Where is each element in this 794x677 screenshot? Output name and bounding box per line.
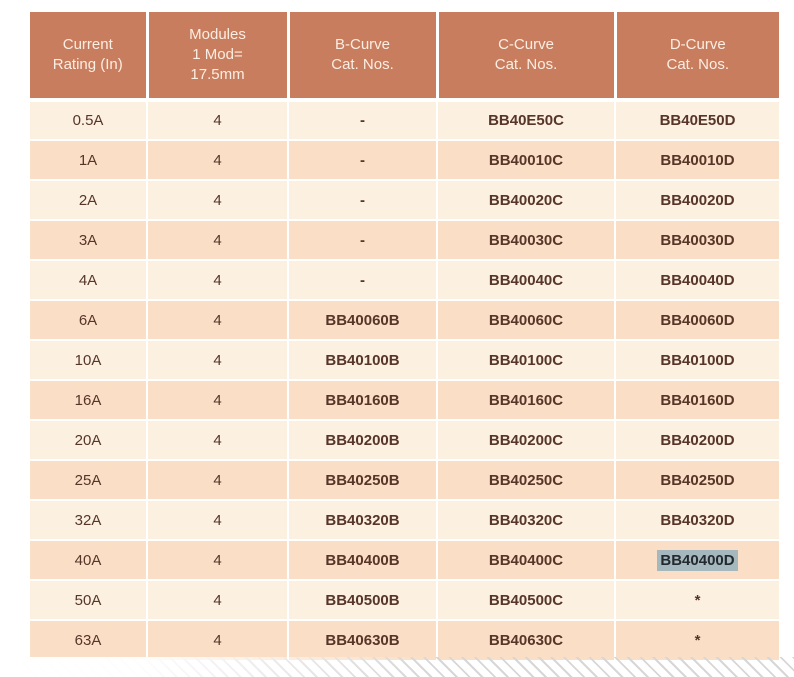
cell-modules: 4 [147,220,288,260]
table-row [30,260,779,300]
cell-c-curve: BB40100C [437,340,615,380]
cell-d-curve: * [615,580,779,620]
cell-current-rating: 20A [30,420,147,460]
cell-d-curve: BB40250D [615,460,779,500]
column-header-modules [147,12,288,100]
cell-d-curve: BB40040D [615,260,779,300]
column-header-line: B-Curve [334,36,390,53]
table-row [30,460,779,500]
table-row [30,420,779,460]
cell-b-curve: - [288,100,437,140]
cell-d-curve: BB40010D [615,140,779,180]
cell-c-curve: BB40320C [437,500,615,540]
cell-d-curve: BB40020D [615,180,779,220]
table-row [30,580,779,620]
cell-c-curve: BB40010C [437,140,615,180]
cell-current-rating: 25A [30,460,147,500]
cell-current-rating: 16A [30,380,147,420]
column-header-line: Cat. Nos. [494,56,558,73]
cell-modules: 4 [147,620,288,660]
table-row [30,380,779,420]
table-header [30,12,779,100]
column-header-line: Cat. Nos. [666,56,730,73]
table-row [30,140,779,180]
cell-b-curve: BB40160B [288,380,437,420]
table-body [30,100,779,660]
column-header-line: 17.5mm [190,66,245,83]
header-row [30,12,779,100]
table-row [30,620,779,660]
cell-current-rating: 1A [30,140,147,180]
table-row [30,180,779,220]
cell-b-curve: BB40060B [288,300,437,340]
table-row [30,500,779,540]
cell-c-curve: BB40500C [437,580,615,620]
cell-c-curve: BB40160C [437,380,615,420]
table-row [30,340,779,380]
cell-modules: 4 [147,300,288,340]
cell-modules: 4 [147,420,288,460]
cell-modules: 4 [147,380,288,420]
cell-d-curve: BB40060D [615,300,779,340]
cell-current-rating: 6A [30,300,147,340]
column-header-line: 1 Mod= [192,46,243,63]
catalog-table [30,12,779,660]
cell-b-curve: - [288,260,437,300]
table-row [30,100,779,140]
table-row [30,220,779,260]
selected-text[interactable]: BB40400D [657,550,737,571]
column-header-line: C-Curve [498,36,554,53]
cell-modules: 4 [147,500,288,540]
cell-c-curve: BB40020C [437,180,615,220]
page-edge-hatch-pattern [0,657,794,677]
table-row [30,300,779,340]
column-header-current-rating [30,12,147,100]
cell-d-curve: BB40160D [615,380,779,420]
column-header-d-curve [615,12,779,100]
cell-current-rating: 63A [30,620,147,660]
cell-current-rating: 40A [30,540,147,580]
cell-current-rating: 10A [30,340,147,380]
cell-c-curve: BB40030C [437,220,615,260]
cell-current-rating: 4A [30,260,147,300]
column-header-c-curve [437,12,615,100]
column-header-line: Modules [189,26,246,43]
cell-c-curve: BB40400C [437,540,615,580]
cell-b-curve: BB40250B [288,460,437,500]
cell-current-rating: 32A [30,500,147,540]
cell-b-curve: - [288,220,437,260]
cell-c-curve: BB40060C [437,300,615,340]
cell-b-curve: BB40100B [288,340,437,380]
catalog-table-container [30,12,779,660]
cell-modules: 4 [147,180,288,220]
column-header-line: Current [62,36,113,53]
cell-c-curve: BB40200C [437,420,615,460]
table-row [30,540,779,580]
column-header-b-curve [288,12,437,100]
cell-current-rating: 50A [30,580,147,620]
cell-b-curve: BB40400B [288,540,437,580]
cell-b-curve: BB40500B [288,580,437,620]
cell-d-curve [615,540,779,580]
cell-modules: 4 [147,260,288,300]
cell-modules: 4 [147,340,288,380]
cell-d-curve: BB40320D [615,500,779,540]
cell-c-curve: BB40E50C [437,100,615,140]
cell-b-curve: BB40320B [288,500,437,540]
column-header-line: Rating (In) [52,56,123,73]
cell-c-curve: BB40250C [437,460,615,500]
cell-d-curve: BB40E50D [615,100,779,140]
cell-modules: 4 [147,580,288,620]
cell-current-rating: 0.5A [30,100,147,140]
cell-b-curve: - [288,180,437,220]
column-header-line: D-Curve [669,36,726,53]
cell-b-curve: BB40630B [288,620,437,660]
column-header-line: Cat. Nos. [331,56,394,73]
cell-modules: 4 [147,460,288,500]
cell-b-curve: - [288,140,437,180]
cell-current-rating: 2A [30,180,147,220]
cell-d-curve: BB40030D [615,220,779,260]
cell-c-curve: BB40630C [437,620,615,660]
cell-modules: 4 [147,100,288,140]
cell-modules: 4 [147,140,288,180]
cell-b-curve: BB40200B [288,420,437,460]
cell-current-rating: 3A [30,220,147,260]
cell-modules: 4 [147,540,288,580]
cell-d-curve: BB40200D [615,420,779,460]
cell-d-curve: BB40100D [615,340,779,380]
cell-d-curve: * [615,620,779,660]
cell-c-curve: BB40040C [437,260,615,300]
